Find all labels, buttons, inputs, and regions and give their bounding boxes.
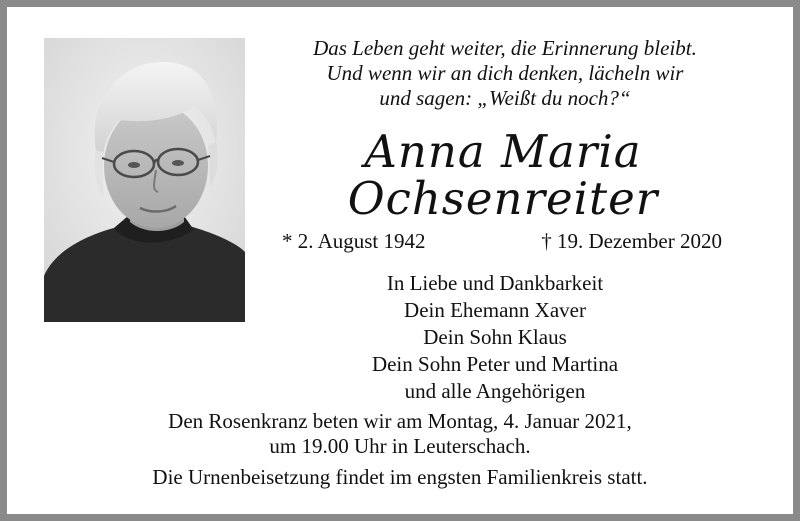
memorial-verse (250, 36, 760, 111)
rosary-time-line: um 19.00 Uhr in Leuterschach. (269, 434, 531, 458)
mourners-list (300, 270, 690, 405)
surname: Ochsenreiter (347, 172, 659, 225)
mourner-line: Dein Ehemann Xaver (404, 298, 586, 322)
deceased-name (258, 125, 748, 225)
urn-burial-line: Die Urnenbeisetzung findet im engsten Familienkreis statt. (152, 465, 648, 489)
birth-date: * 2. August 1942 (282, 229, 426, 253)
first-names: Anna Maria (364, 125, 642, 178)
rosary-line: Den Rosenkranz beten wir am Montag, 4. Januar 2021, (168, 409, 632, 433)
service-notice (60, 409, 740, 490)
verse-line: Das Leben geht weiter, die Erinnerung bleibt. (313, 36, 697, 60)
mourner-line: Dein Sohn Klaus (423, 325, 567, 349)
portrait-photo (44, 38, 245, 322)
life-dates (282, 228, 722, 254)
mourner-line: Dein Sohn Peter und Martina (371, 352, 619, 376)
death-date: † 19. Dezember 2020 (541, 229, 722, 253)
mourner-line: In Liebe und Dankbarkeit (386, 271, 604, 295)
mourner-line: und alle Angehörigen (404, 379, 586, 403)
verse-line: und sagen: „Weißt du noch?“ (379, 86, 631, 110)
verse-line: Und wenn wir an dich denken, lächeln wir (326, 61, 684, 85)
